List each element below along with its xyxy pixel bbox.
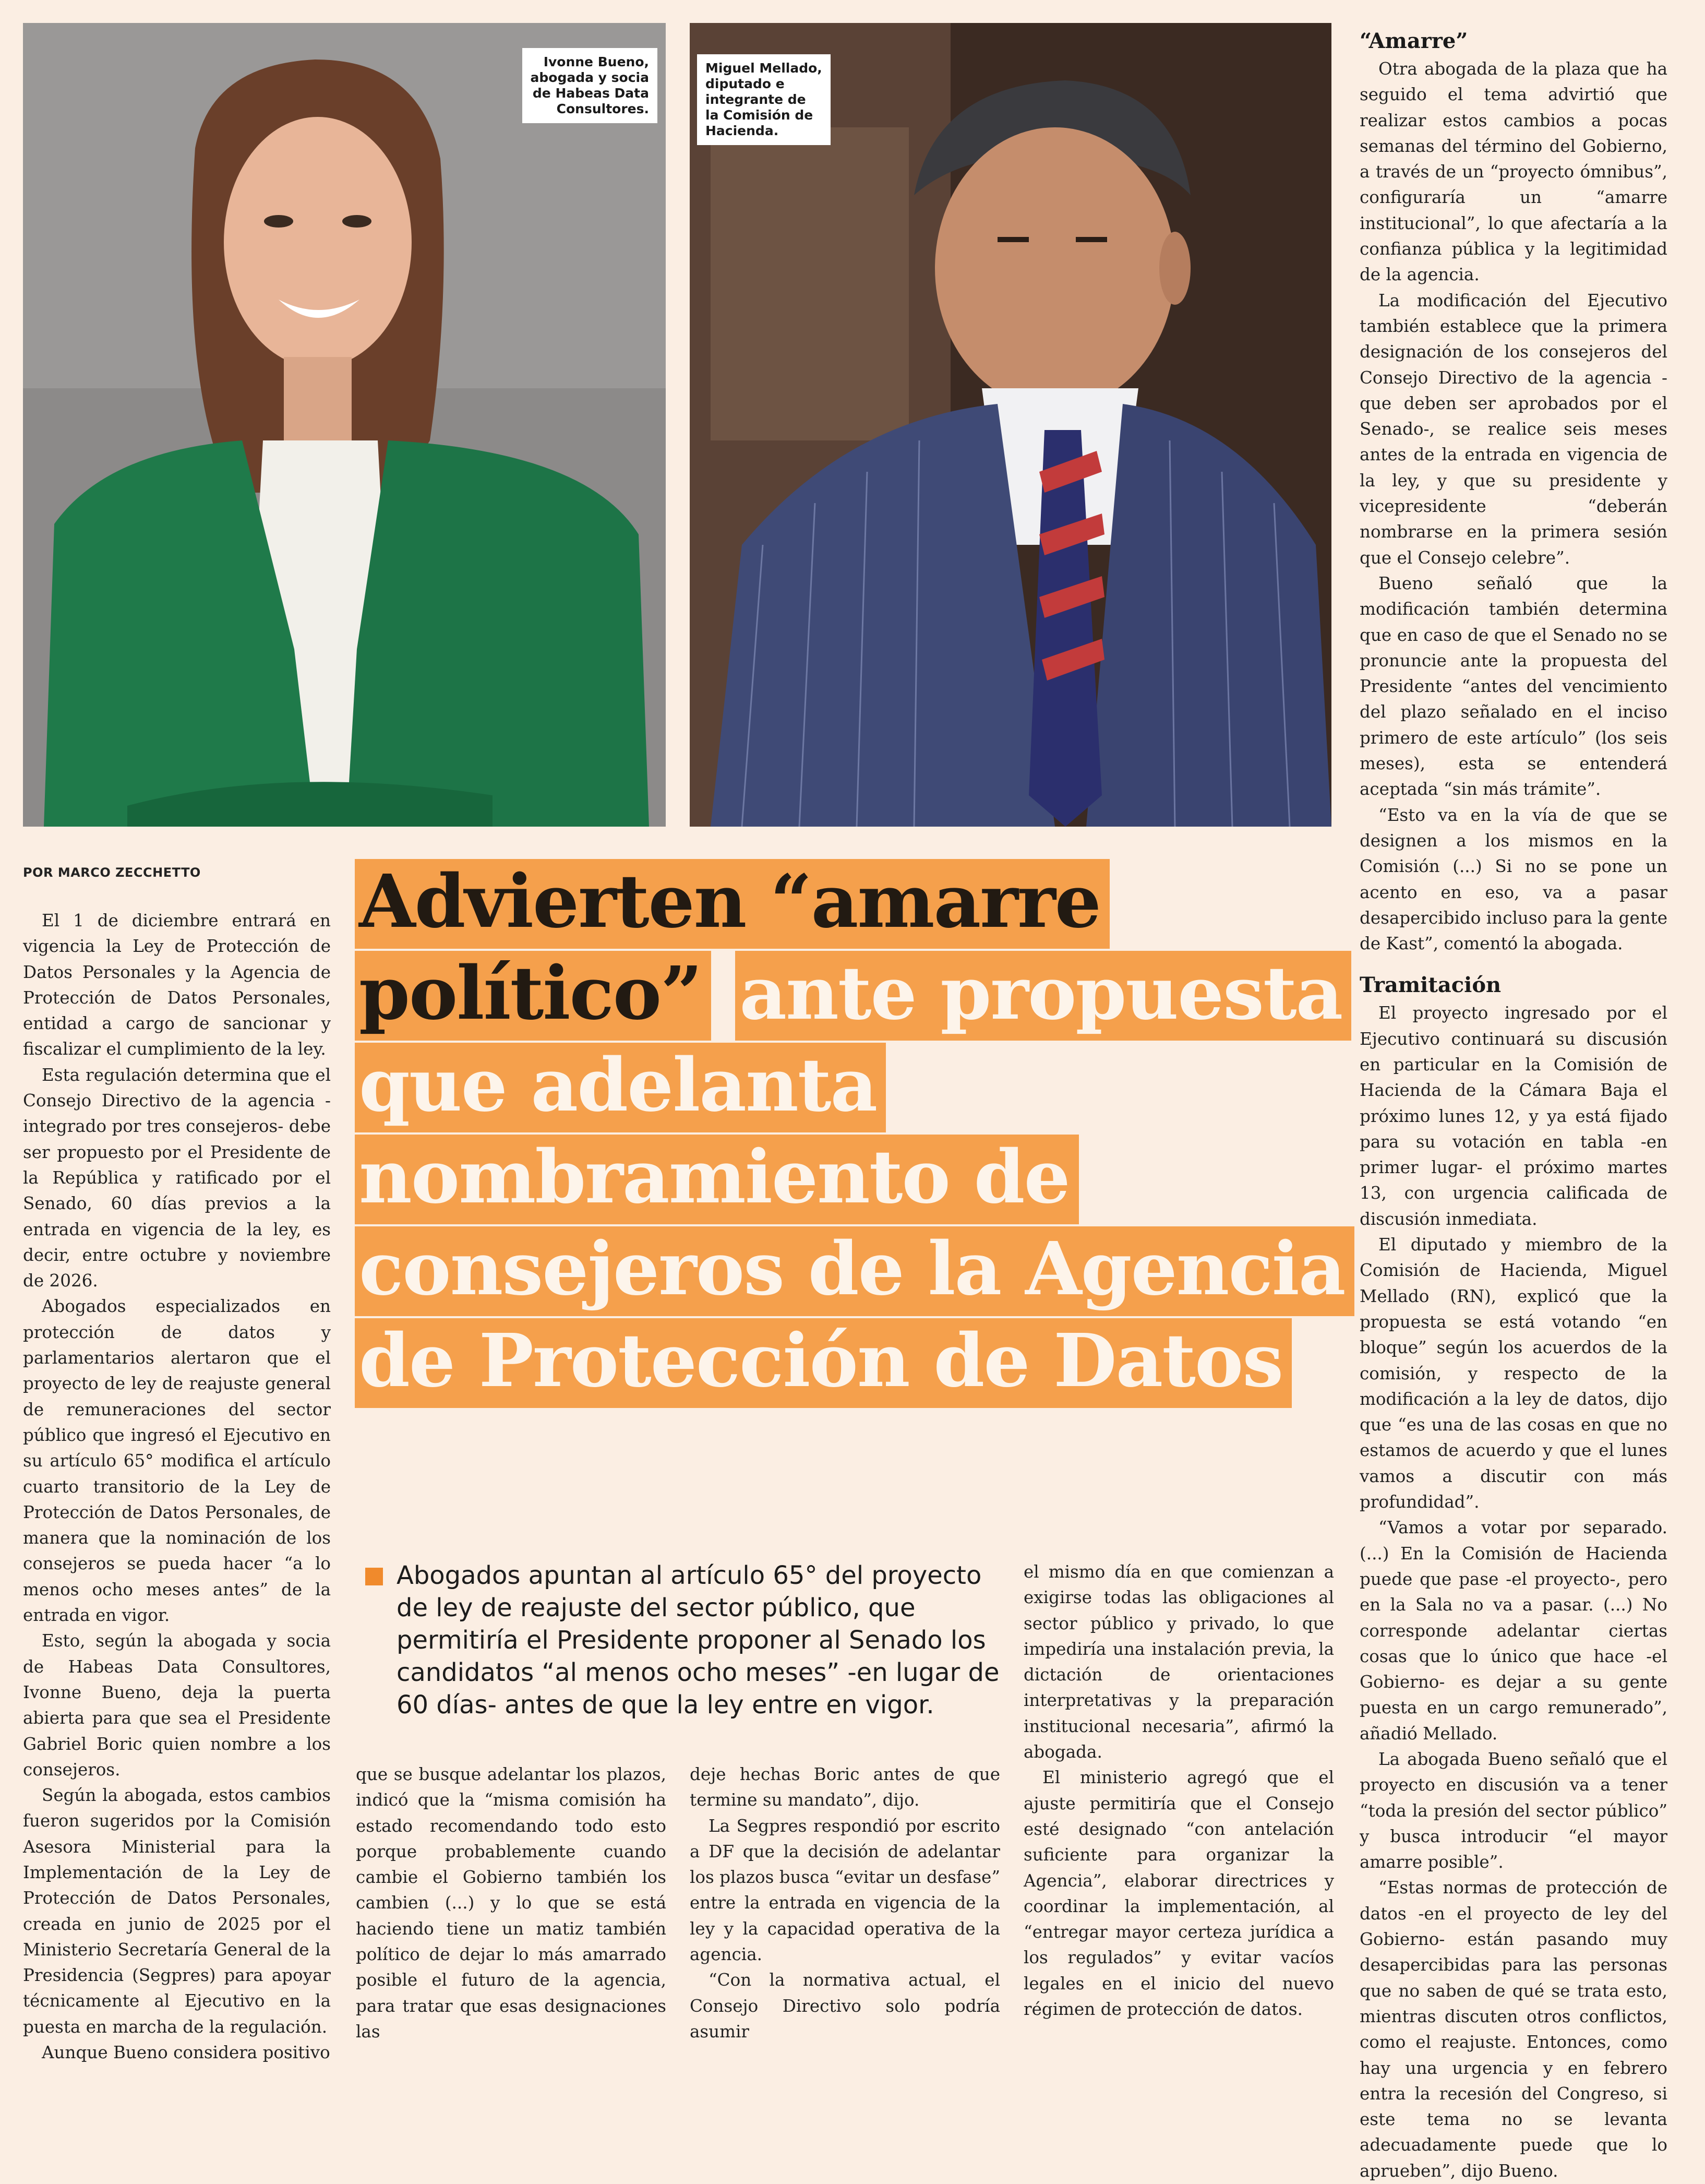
- paragraph: La Segpres respondió por escrito a DF que la decisión de adelantar los plazos busca “evitar un desfase” entre la entrada en vigencia de la ley y la capacidad operativa de la agencia.: [690, 1816, 1000, 1965]
- deck-summary: Abogados apuntan al artículo 65° del proyecto de ley de reajuste del sector público, que permitiría el Presidente proponer al Senado los candidatos “al menos ocho meses” -en lugar de 60 días- antes de que la ley entre en vigor.: [397, 1561, 1000, 1720]
- deck-bullet-icon: [365, 1568, 383, 1585]
- article-column-5: [1360, 27, 1667, 2184]
- paragraph: Esto, según la abogada y socia de Habeas Data Consultores, Ivonne Bueno, deja la puerta abierta para que sea el Presidente Gabriel Boric quien nombre a los consejeros.: [23, 1631, 331, 1780]
- paragraph: Abogados especializados en protección de datos y parlamentarios alertaron que el proyecto de ley de reajuste general de remuneraciones del sector público que ingresó el Ejecutivo en su artículo 65° modifica el artículo cuarto transitorio de la Ley de Protección de Datos Personales, de manera que la nominación de los consejeros se pueda hacer “a lo menos ocho meses antes” de la entrada en vigor.: [23, 1296, 331, 1626]
- article-column-4: [1024, 1559, 1334, 2022]
- article-column-3: [690, 1762, 1000, 2045]
- paragraph: La modificación del Ejecutivo también establece que la primera designación de los consejeros del Consejo Directivo de la agencia -que deben ser aprobados por el Senado-, se realice seis meses antes de la entrada en vigencia de la ley, y que su presidente y vicepresidente “deberán nombrarse en la primera sesión que el Consejo celebre”.: [1360, 290, 1667, 568]
- headline-light-part: ante propuesta que adelanta nombramiento de consejeros de la Agencia de Protección de Datos: [355, 951, 1354, 1408]
- paragraph: “Con la normativa actual, el Consejo Directivo solo podría asumir: [690, 1970, 1000, 2042]
- subheading-tramitacion: Tramitación: [1360, 973, 1502, 998]
- paragraph: Según la abogada, estos cambios fueron sugeridos por la Comisión Asesora Ministerial para la Implementación de la Ley de Protección de Datos Personales, creada en junio de 2025 por el Ministerio Secretaría General de la Presidencia (Segpres) para apoyar técnicamente al Ejecutivo en la puesta en marcha de la regulación.: [23, 1785, 331, 2037]
- paragraph: “Esto va en la vía de que se designen a los mismos en la Comisión (...) Si no se pone un acento en eso, va a pasar desapercibido incluso para la gente de Kast”, comentó la abogada.: [1360, 805, 1667, 954]
- paragraph: Otra abogada de la plaza que ha seguido el tema advirtió que realizar estos cambios a pocas semanas del término del Gobierno, a través de un “proyecto ómnibus”, configuraría un “amarre institucional”, lo que afectaría a la confianza pública y la legitimidad de la agencia.: [1360, 59, 1667, 285]
- paragraph: deje hechas Boric antes de que termine su mandato”, dijo.: [690, 1764, 1000, 1810]
- paragraph: El 1 de diciembre entrará en vigencia la Ley de Protección de Datos Personales y la Agencia de Protección de Datos Personales, entidad a cargo de sancionar y fiscalizar el cumplimiento de la ley.: [23, 911, 331, 1059]
- headline-dark-part: Advierten “amarre político”: [355, 859, 1110, 1041]
- paragraph: Bueno señaló que la modificación también determina que en caso de que el Senado no se pronuncie ante la propuesta del Presidente “antes del vencimiento del plazo señalado en el inciso primero de este artículo” (los seis meses), esta se entenderá aceptada “sin más trámite”.: [1360, 573, 1667, 799]
- article-column-2: [356, 1762, 666, 2045]
- paragraph: que se busque adelantar los plazos, indicó que la “misma comisión ha estado recomendando todo esto porque probablemente cuando cambie el Gobierno también los cambien (...) y lo que se está haciendo tiene un matiz también político de dejar lo más amarrado posible el futuro de la agencia, para tratar que esas designaciones las: [356, 1764, 666, 2042]
- article-column-1: [23, 908, 331, 2066]
- headline: [355, 856, 1356, 1407]
- subheading-amarre: “Amarre”: [1360, 29, 1468, 53]
- photo-miguel-mellado: [690, 23, 1331, 827]
- byline: POR MARCO ZECCHETTO: [23, 865, 201, 880]
- paragraph: El ministerio agregó que el ajuste permitiría que el Consejo esté designado “con antelación suficiente para organizar la Agencia”, elaborar directrices y coordinar la implementación, al “entregar mayor certeza jurídica a los regulados” y evitar vacíos legales en el inicio del nuevo régimen de protección de datos.: [1024, 1768, 1334, 2020]
- paragraph: “Estas normas de protección de datos -en el proyecto de ley del Gobierno- están pasando muy desapercibidas para las personas que no saben de qué se trata esto, mientras discuten otros conflictos, como el reajuste. Entonces, como hay una urgencia y en febrero entra la recesión del Congreso, si este tema no se levanta adecuadamente puede que lo aprueben”, dijo Bueno.: [1360, 1878, 1667, 2181]
- paragraph: El diputado y miembro de la Comisión de Hacienda, Miguel Mellado (RN), explicó que la propuesta se está votando “en bloque” según los acuerdos de la comisión, y respecto de la modificación a la ley de datos, dijo que “es una de las cosas en que no estamos de acuerdo y que el lunes vamos a discutir con más profundidad”.: [1360, 1235, 1667, 1512]
- photo-caption-right: Miguel Mellado, diputado e integrante de la Comisión de Hacienda.: [697, 54, 831, 145]
- paragraph: Esta regulación determina que el Consejo Directivo de la agencia -integrado por tres consejeros- debe ser propuesto por el Presidente de la República y ratificado por el Senado, 60 días previos a la entrada en vigencia de la ley, es decir, entre octubre y noviembre de 2026.: [23, 1065, 331, 1291]
- paragraph: El proyecto ingresado por el Ejecutivo continuará su discusión en particular en la Comisión de Hacienda de la Cámara Baja el próximo lunes 12, y ya está fijado para su votación en tabla -en primer lugar- el próximo martes 13, con urgencia calificada de discusión inmediata.: [1360, 1003, 1667, 1229]
- portrait-woman-illustration: [23, 23, 666, 827]
- paragraph: La abogada Bueno señaló que el proyecto en discusión va a tener “toda la presión del sector público” y busca introducir “el mayor amarre posible”.: [1360, 1749, 1667, 1872]
- photo-caption-left: Ivonne Bueno, abogada y socia de Habeas Data Consultores.: [522, 48, 658, 123]
- photo-ivonne-bueno: [23, 23, 666, 827]
- paragraph: Aunque Bueno considera positivo: [42, 2043, 330, 2063]
- paragraph: el mismo día en que comienzan a exigirse todas las obligaciones al sector público y privado, lo que impediría una instalación previa, la dictación de orientaciones interpretativas y la preparación institucional necesaria”, afirmó la abogada.: [1024, 1562, 1334, 1762]
- paragraph: “Vamos a votar por separado. (...) En la Comisión de Hacienda puede que pase -el proyecto-, pero en la Sala no va a pasar. (...) No corresponde adelantar ciertas cosas que lo único que hace -el Gobierno- es dejar a su gente puesta en un cargo remunerado”, añadió Mellado.: [1360, 1518, 1667, 1744]
